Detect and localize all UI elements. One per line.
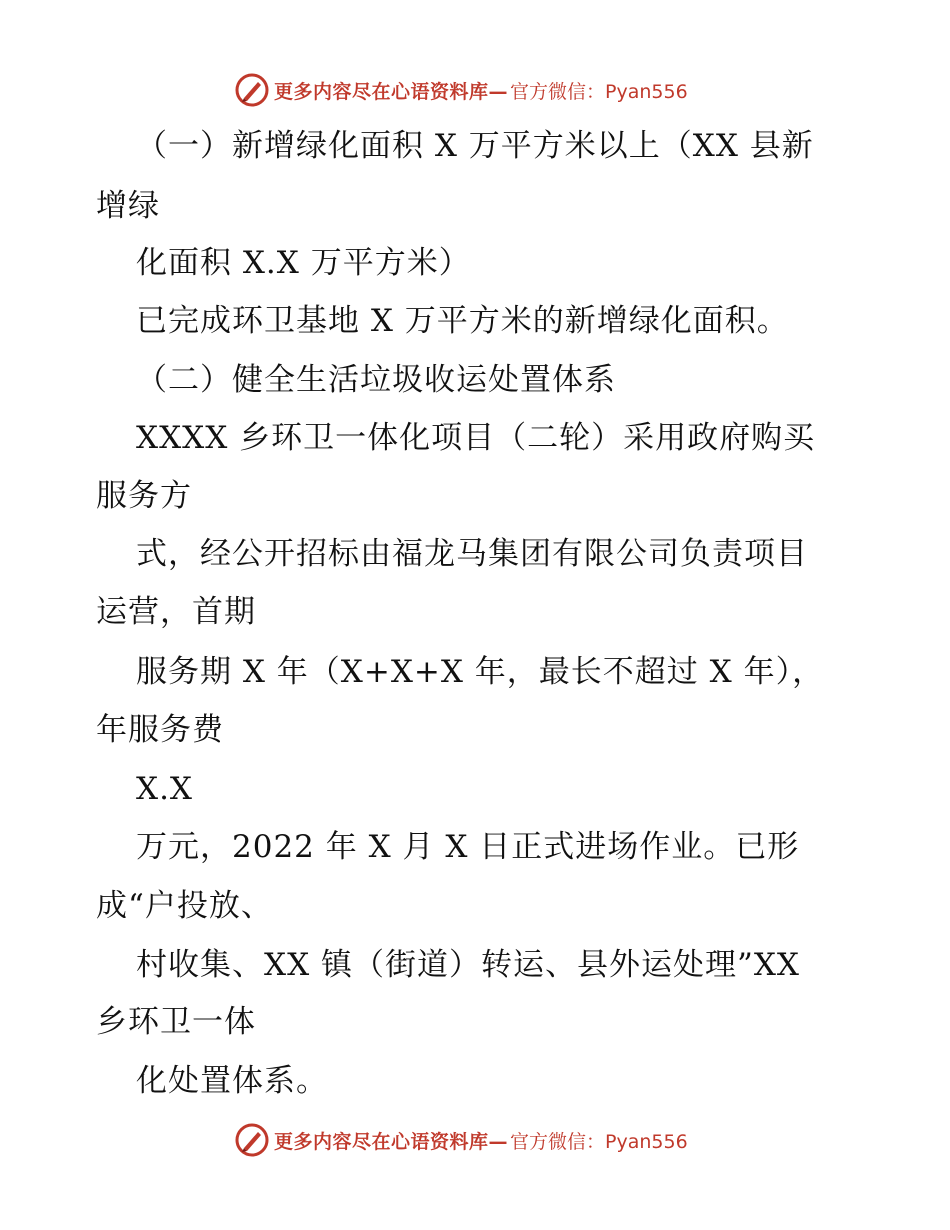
text-line: 化处置体系。: [136, 1063, 328, 1099]
text-line: 化面积 X.X 万平方米）: [136, 245, 471, 281]
text-line: 成“户投放、: [96, 888, 273, 924]
text-line: 年服务费: [96, 712, 224, 748]
text-line: 服务期 X 年（X+X+X 年，最长不超过 X 年），: [136, 654, 825, 690]
pen-logo-icon: [234, 1122, 270, 1158]
text-line: 式，经公开招标由福龙马集团有限公司负责项目: [136, 536, 808, 572]
footer-watermark: [234, 1120, 688, 1160]
watermark-main-text: 更多内容尽在心语资料库—: [274, 80, 509, 103]
watermark-main-text: 更多内容尽在心语资料库—: [274, 1130, 509, 1153]
text-line: 已完成环卫基地 X 万平方米的新增绿化面积。: [136, 303, 789, 339]
text-line: 运营，首期: [96, 594, 256, 630]
text-line: （一）新增绿化面积 X 万平方米以上（XX 县新: [136, 128, 814, 164]
text-line: （二）健全生活垃圾收运处置体系: [136, 362, 616, 398]
watermark-wechat-text: 官方微信：Pyan556: [510, 1130, 688, 1153]
text-line: 服务方: [96, 478, 192, 514]
text-line: 万元，2022 年 X 月 X 日正式进场作业。已形: [136, 829, 800, 865]
text-line: 增绿: [96, 188, 160, 224]
text-line: X.X: [136, 771, 193, 807]
text-line: XXXX 乡环卫一体化项目（二轮）采用政府购买: [136, 420, 816, 456]
watermark-wechat-text: 官方微信：Pyan556: [510, 80, 688, 103]
text-line: 乡环卫一体: [96, 1004, 256, 1040]
text-line: 村收集、XX 镇（街道）转运、县外运处理”XX: [136, 947, 800, 983]
